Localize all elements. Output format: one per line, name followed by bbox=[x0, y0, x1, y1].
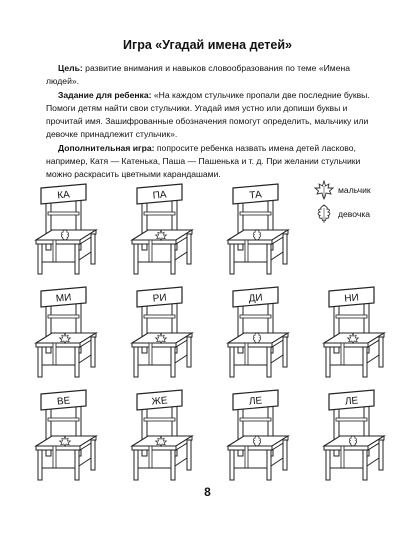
chair-drawing bbox=[22, 182, 112, 282]
goal-text: развитие внимания и навыков словообразования по теме «Имена людей». bbox=[46, 63, 351, 86]
chair-9 bbox=[118, 388, 208, 488]
page-number: 8 bbox=[204, 485, 211, 499]
chair-6 bbox=[214, 285, 304, 385]
chair-5 bbox=[118, 285, 208, 385]
chair-4 bbox=[22, 285, 112, 385]
chair-syllable: ПА bbox=[152, 189, 168, 202]
chair-syllable: НИ bbox=[343, 292, 360, 305]
legend-girl bbox=[314, 204, 370, 224]
chair-2 bbox=[118, 182, 208, 282]
legend-boy bbox=[314, 180, 371, 200]
chair-11 bbox=[310, 388, 400, 488]
chair-3 bbox=[214, 182, 304, 282]
oak-leaf-icon bbox=[314, 204, 334, 224]
extra-game-paragraph bbox=[46, 142, 382, 181]
task-text: «На каждом стульчике пропали две последние буквы. Помоги детям найти свои стульчики. Угадай имя устно или допиши буквы и прочитай имя. Зашифрованные обозначения помогут определить, мальчику или девочке принадлежит стульчик». bbox=[46, 90, 370, 139]
chair-drawing bbox=[214, 285, 304, 385]
chair-syllable: ВЕ bbox=[56, 395, 71, 408]
chair-drawing bbox=[214, 388, 304, 488]
maple-leaf-icon bbox=[314, 180, 334, 200]
chair-7 bbox=[310, 285, 400, 385]
legend-girl-label: девочка bbox=[338, 209, 371, 219]
extra-text: попросите ребенка назвать имена детей ласково, например, Катя — Катенька, Паша — Пашенька и т. д. При желании стульчики можно раскрасить цветными карандашами. bbox=[46, 143, 361, 179]
chair-8 bbox=[22, 388, 112, 488]
chair-syllable: ЛЕ bbox=[344, 395, 359, 408]
legend-boy-label: мальчик bbox=[338, 185, 371, 195]
chair-syllable: КА bbox=[56, 189, 71, 202]
chair-drawing bbox=[118, 388, 208, 488]
task-paragraph bbox=[46, 89, 382, 141]
chair-drawing bbox=[310, 388, 400, 488]
chair-drawing bbox=[22, 388, 112, 488]
chair-syllable: ДИ bbox=[248, 292, 264, 305]
chair-drawing bbox=[22, 285, 112, 385]
page-title: Игра «Угадай имена детей» bbox=[123, 38, 292, 52]
goal-label: Цель: bbox=[58, 63, 83, 73]
chair-10 bbox=[214, 388, 304, 488]
chair-1 bbox=[22, 182, 112, 282]
chair-syllable: ЛЕ bbox=[248, 395, 263, 408]
chair-syllable: МИ bbox=[55, 292, 72, 305]
chair-drawing bbox=[118, 182, 208, 282]
chair-drawing bbox=[214, 182, 304, 282]
goal-paragraph bbox=[46, 62, 382, 88]
chair-syllable: ТА bbox=[248, 189, 263, 202]
chair-syllable: ЖЕ bbox=[151, 395, 169, 408]
extra-label: Дополнительная игра: bbox=[58, 143, 155, 153]
chair-syllable: РИ bbox=[152, 292, 168, 305]
chair-drawing bbox=[118, 285, 208, 385]
chair-drawing bbox=[310, 285, 400, 385]
task-label: Задание для ребенка: bbox=[58, 90, 152, 100]
